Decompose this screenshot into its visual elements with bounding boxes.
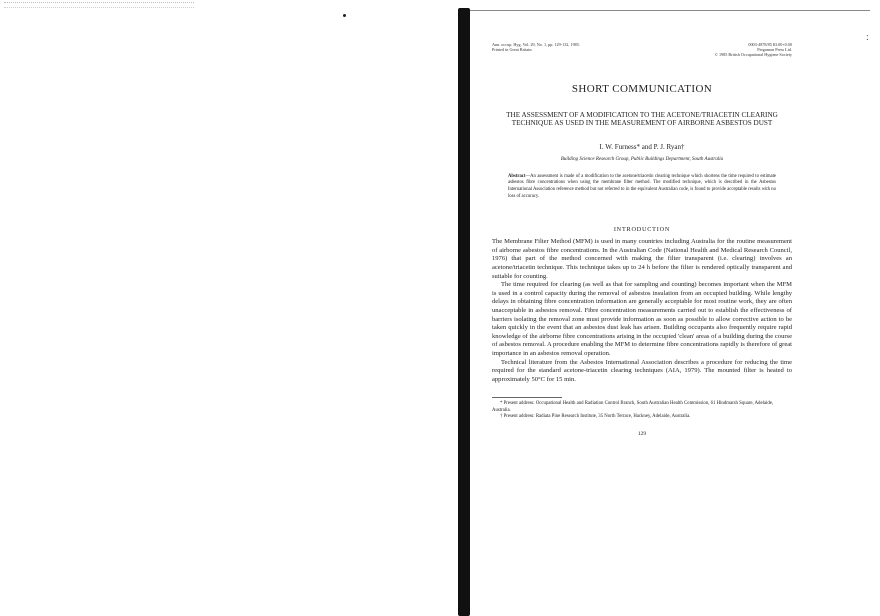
issn-line: 0003-4878/85 $3.00+0.00 [748, 42, 792, 47]
paragraph: The time required for clearing (as well as that for sampling and counting) becomes important when the MFM is used in a control capacity during the removal of asbestos insulation from an occupied building. While lengthy delays in obtaining fibre concentration information are generally acceptable for most routine work, they are often unacceptable in asbestos removal. Fibre concentration measurements carried out to establish the effectiveness of barriers isolating the removal zone must provide information as soon as possible to allow corrective action to be taken quickly in the event that an asbestos dust leak has arisen. Building occupants also frequently require rapid knowledge of the airborne fibre concentrations arising in the occupied 'clean' areas of a building during the course of asbestos removal. A procedure enabling the MFM to determine fibre concentrations rapidly is therefore of great importance in an asbestos removal operation. [492, 281, 792, 357]
article-title: THE ASSESSMENT OF A MODIFICATION TO THE ACETONE/TRIACETIN CLEARING TECHNIQUE AS USED IN THE MEASUREMENT OF AIRBORNE ASBESTOS DUST [506, 111, 778, 128]
abstract-label: Abstract [508, 173, 526, 179]
paragraph: The Membrane Filter Method (MFM) is used in many countries including Australia for the routine measurement of airborne asbestos fibre concentrations. In the Australian Code (National Health and Medical Research Council, 1976) that part of the method concerned with making the filter transparent (i.e. clearing) involves an acetone/triacetin technique. This technique takes up to 24 h before the filter is rendered optically transparent and suitable for counting. [492, 238, 792, 280]
page-top-edge [470, 10, 870, 11]
copyright-line: © 1985 British Occupational Hygiene Society [714, 52, 792, 57]
margin-mark: : [866, 32, 869, 43]
scan-artifact-strip [4, 2, 194, 8]
footnote: † Present address: Radiata Pine Research Institute, 35 North Terrace, Hackney, Adelaide, Australia. [500, 414, 691, 420]
paragraph: Technical literature from the Asbestos International Association describes a procedure for reducing the time required for the standard acetone-triacetin clearing techniques (AIA, 1979). The mounted filter is heated to approximately 50°C for 15 min. [492, 358, 792, 383]
article-type: SHORT COMMUNICATION [571, 83, 713, 95]
page-number: 129 [637, 430, 647, 437]
abstract-text: —An assessment is made of a modification to the acetone/triacetin clearing technique which shortens the time required to estimate asbestos fibre concentrations when using the membrane filter method. The modified technique, which is described in the Asbestos International Association reference method but not referred to in the equivalent Australian code, is found to provide acceptable results with no loss of accuracy. [508, 173, 776, 199]
footnote: * Present address: Occupational Health and Radiation Control Branch, South Australian Health Commission, 61 Hindmarsh Square, Adelaide, Australia. [492, 401, 774, 413]
affiliation: Building Science Research Group, Public Buildings Department, South Australia [560, 156, 724, 162]
authors: I. W. Furness* and P. J. Ryan† [599, 142, 685, 151]
publisher-info [652, 42, 792, 57]
body-text [492, 238, 792, 384]
journal-header [492, 42, 792, 57]
printed-line: Printed in Great Britain. [492, 47, 533, 52]
publisher-line: Pergamon Press Ltd. [757, 47, 792, 52]
scan-speck [343, 14, 346, 17]
article-page [492, 42, 792, 437]
abstract [508, 174, 776, 200]
section-heading: INTRODUCTION [613, 226, 671, 234]
footnotes [492, 401, 792, 420]
journal-citation [492, 42, 632, 57]
footnote-rule [492, 397, 562, 398]
citation-line: Ann. occup. Hyg. Vol. 29, No. 1, pp. 129-132, 1985. [492, 42, 580, 47]
book-spine-shadow [458, 8, 470, 616]
